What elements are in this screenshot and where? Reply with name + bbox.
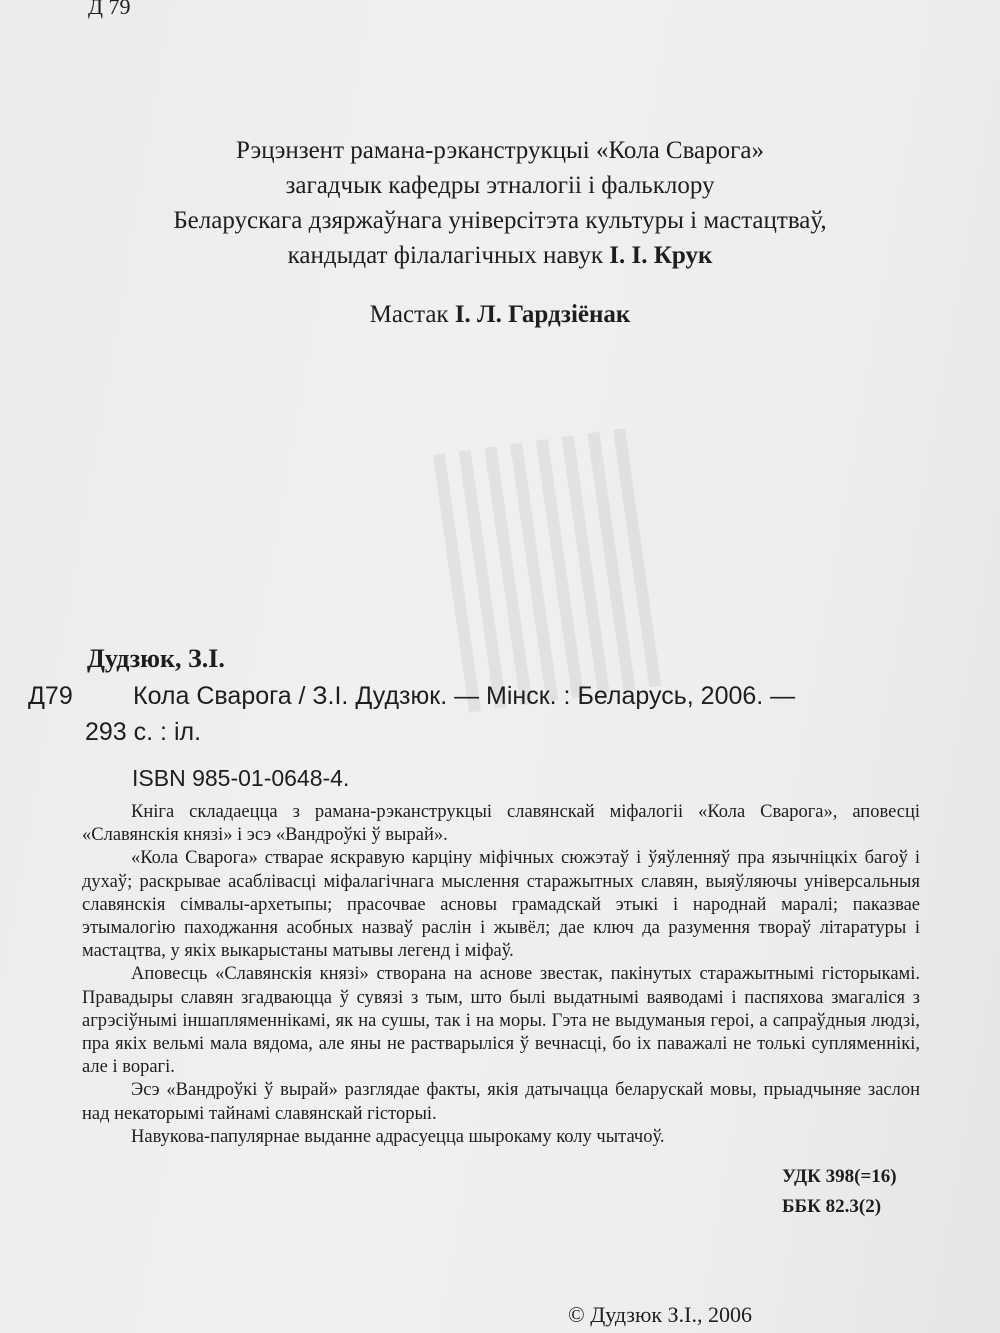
isbn: ISBN 985-01-0648-4. [132,765,350,791]
reviewer-line: Рэцэнзент рамана-рэканструкцыі «Кола Сварога» [235,137,765,164]
reviewer-block [0,133,1000,273]
reviewer-name: І. І. Крук [609,242,713,269]
annotation-paragraph: Аповесць «Славянскія князі» створана на аснове звестак, пакінутых старажытнымі гісторыкамі. Правадыры славян згадваюцца ў сувязі з тым, што былі выдатнымі ваяводамі і паспяхова змагаліся з агрэсіўнымі іншапляменнікамі, як на сушы, так і на моры. Гэта не выдуманыя героі, а сапраўдныя людзі, пра якіх вельмі мала вядома, але яны не растварыліся ў вечнасці, бо іх паважалі не толькі супляменнікі, але і ворагі. [82,964,920,1078]
artist-label: Мастак [369,301,455,328]
annotation-paragraph: «Кола Сварога» стварае яскравую карціну міфічных сюжэтаў і ўяўленняў пра язычніцкіх багоў і духаў; раскрывае асаблівасці міфалагічнага мыслення старажытных славян, выяўляючы універсальныя славянскія сімвалы-архетыпы; прасочвае асновы грамадскай этыкі і народнай маралі; паказвае этымалогію паходжання асобных назваў раслін і жывёл; дае ключ да разумення твораў літаратуры і мастацтва, у якіх выкарыстаны матывы легенд і міфаў. [82,848,920,962]
bleed-through-illustration [433,427,667,712]
reviewer-line [0,238,1000,273]
annotation-paragraph: Навукова-папулярнае выданне адрасуецца шырокаму колу чытачоў. [131,1126,665,1147]
annotation-paragraph: Кніга складаецца з рамана-рэканструкцыі славянскай міфалогіі «Кола Сварога», аповесці «Славянскія князі» і эсэ «Вандроўкі ў вырай». [82,802,920,846]
bbk-code: ББК 82.3(2) [782,1196,882,1217]
reviewer-line: Беларускага дзяржаўнага універсітэта культуры і мастацтваў, [173,207,827,234]
annotation [82,801,920,1149]
reviewer-title: кандыдат філалагічных навук [287,242,610,269]
artist-line [0,301,1000,329]
pages-line: 293 с. : іл. [85,718,202,746]
header-code: Д 79 [88,0,131,19]
udc-code: УДК 398(=16) [782,1166,897,1187]
annotation-paragraph: Эсэ «Вандроўкі ў вырай» разглядае факты, якія датычацца беларускай мовы, прыадчыняе заслон над некаторымі тайнамі славянскай гісторыі. [82,1080,920,1124]
reviewer-line: загадчык кафедры этналогіі і фальклору [285,172,715,199]
artist-name: І. Л. Гардзіёнак [454,301,631,328]
copyright: © Дудзюк З.І., 2006 [568,1302,752,1327]
catalog-code: Д79 [28,682,73,710]
author-heading: Дудзюк, З.І. [87,644,225,673]
bibliographic-line: Кола Сварога / З.І. Дудзюк. — Мінск. : Беларусь, 2006. — [133,682,796,710]
